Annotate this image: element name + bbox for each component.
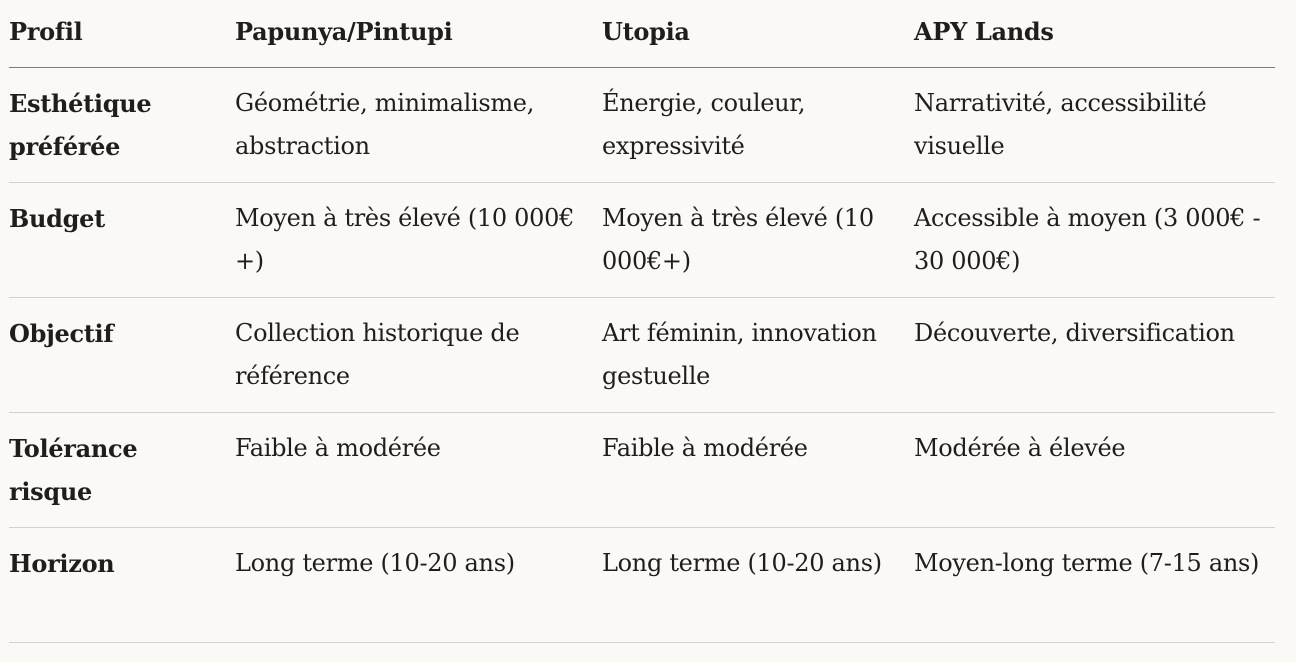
row-label: Esthétique préférée xyxy=(9,88,152,161)
table-cell: Moyen à très élevé (10 000€ +) xyxy=(235,203,575,275)
table-row xyxy=(9,527,1275,642)
header-apy-lands: APY Lands xyxy=(914,0,1275,67)
table-cell: Moyen à très élevé (10 000€+) xyxy=(602,203,874,275)
row-label: Tolérance risque xyxy=(9,433,138,506)
row-label: Budget xyxy=(9,203,105,233)
row-label: Objectif xyxy=(9,318,114,348)
row-label: Horizon xyxy=(9,548,115,578)
header-utopia: Utopia xyxy=(602,0,914,67)
table-cell: Moyen-long terme (7-15 ans) xyxy=(914,548,1260,577)
table-cell: Art féminin, innovation gestuelle xyxy=(602,318,877,390)
table-cell: Narrativité, accessibilité visuelle xyxy=(914,88,1207,160)
table-cell: Long terme (10-20 ans) xyxy=(602,548,882,577)
table-cell: Découverte, diversification xyxy=(914,318,1235,347)
table-row xyxy=(9,297,1275,412)
table-row xyxy=(9,412,1275,527)
table-cell: Faible à modérée xyxy=(235,433,441,462)
table-cell: Collection historique de référence xyxy=(235,318,520,390)
table-cell: Modérée à élevée xyxy=(914,433,1126,462)
table-cell: Long terme (10-20 ans) xyxy=(235,548,515,577)
table-cell: Géométrie, minimalisme, abstraction xyxy=(235,88,535,160)
table-row xyxy=(9,182,1275,297)
table-header-row xyxy=(9,0,1275,67)
table-cell: Accessible à moyen (3 000€ - 30 000€) xyxy=(914,203,1261,275)
header-profil: Profil xyxy=(9,0,235,67)
comparison-table xyxy=(9,0,1275,643)
table-cell: Énergie, couleur, expressivité xyxy=(602,88,806,160)
table-cell: Faible à modérée xyxy=(602,433,808,462)
header-papunya-pintupi: Papunya/Pintupi xyxy=(235,0,602,67)
table-row xyxy=(9,67,1275,182)
